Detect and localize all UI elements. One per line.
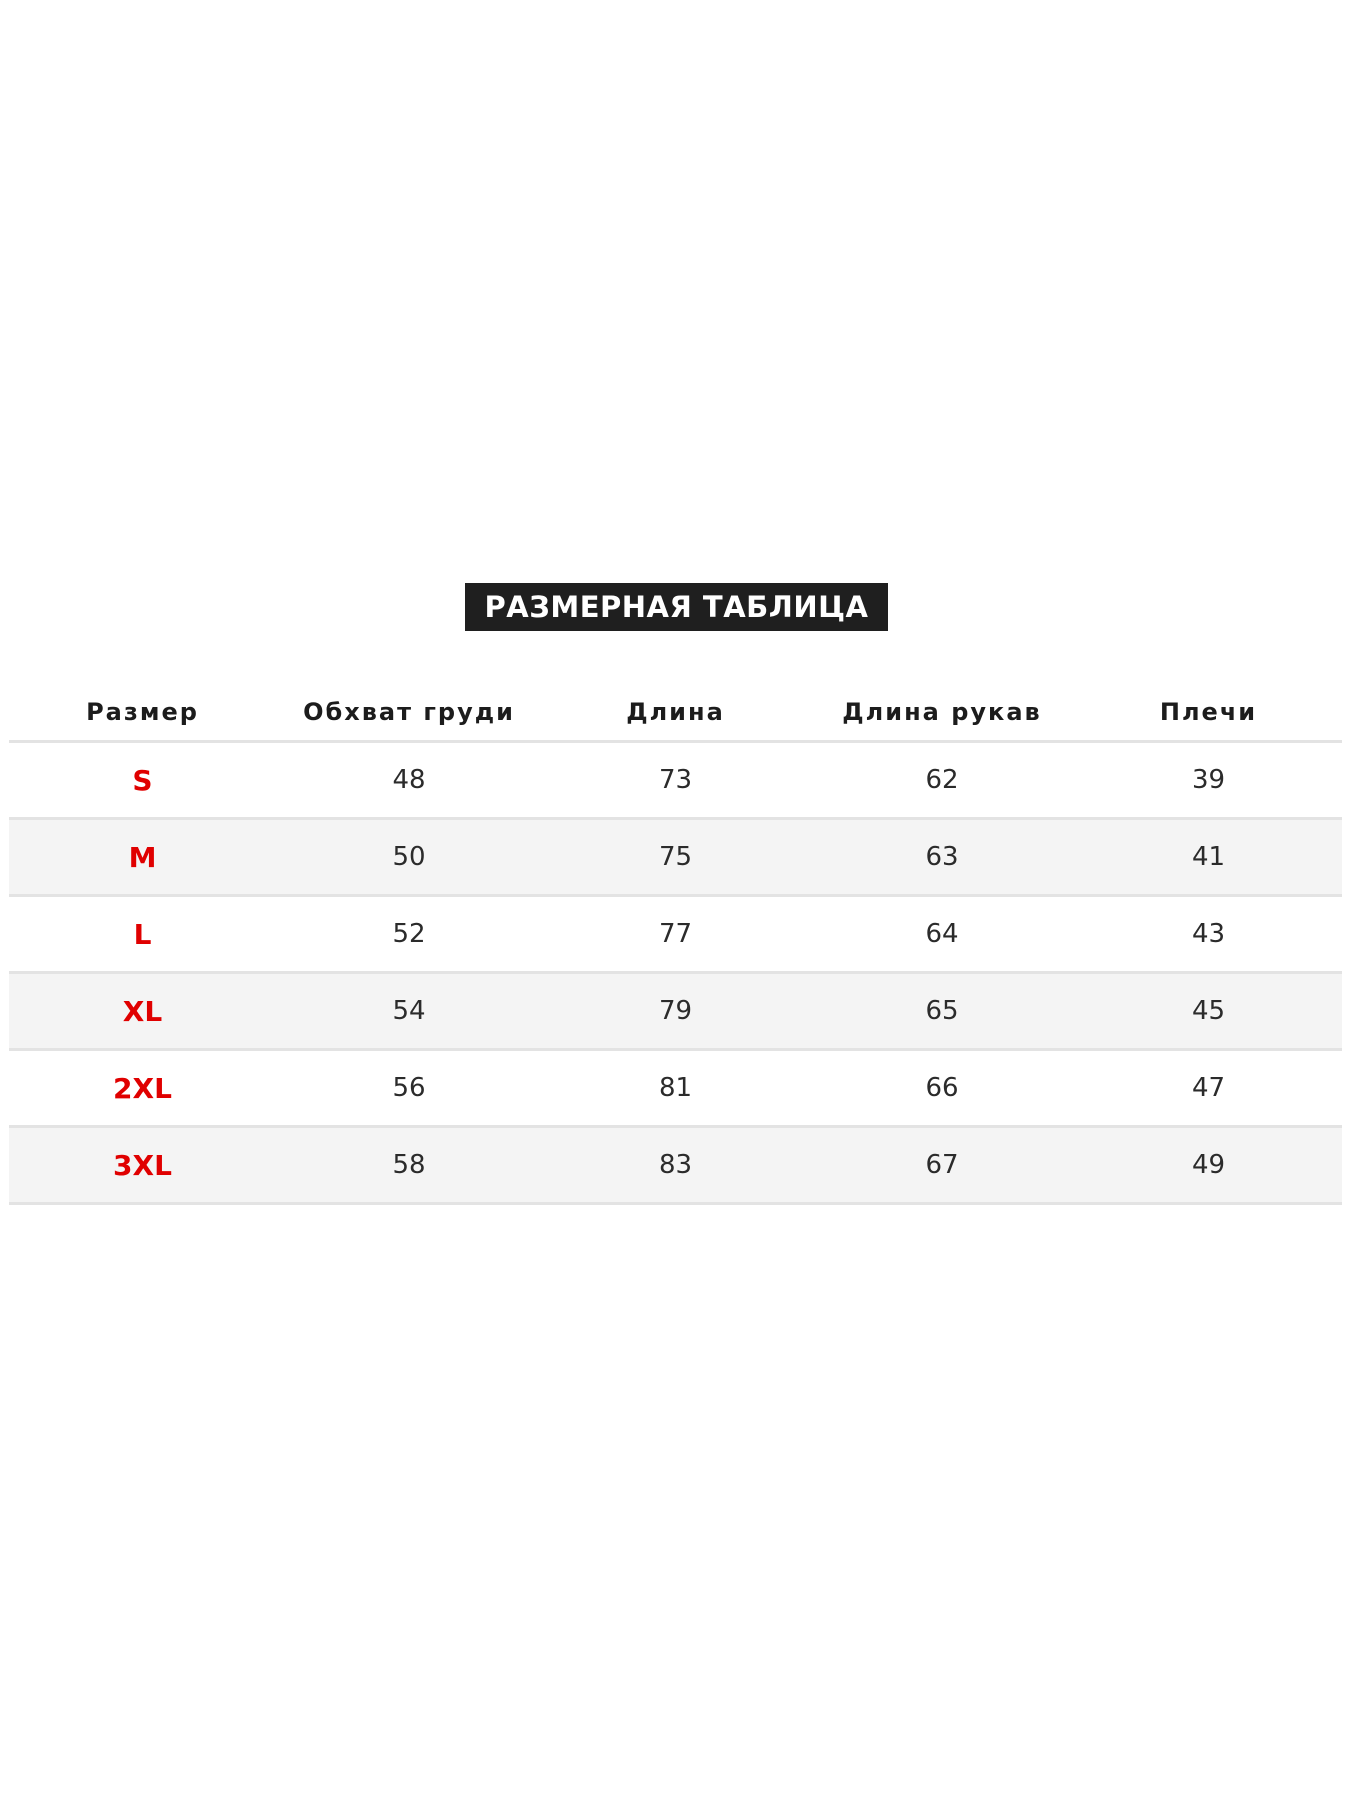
sleeve-length-value: 66 bbox=[809, 1050, 1075, 1127]
chest-value: 52 bbox=[276, 896, 542, 973]
table-row bbox=[9, 1050, 1342, 1127]
header-shoulders: Плечи bbox=[1075, 683, 1342, 742]
chest-value: 56 bbox=[276, 1050, 542, 1127]
length-value: 77 bbox=[542, 896, 809, 973]
chest-value: 58 bbox=[276, 1127, 542, 1204]
chest-value: 48 bbox=[276, 742, 542, 819]
sleeve-length-value: 65 bbox=[809, 973, 1075, 1050]
size-label: S bbox=[9, 742, 276, 819]
table-header-row bbox=[9, 683, 1342, 742]
size-label: L bbox=[9, 896, 276, 973]
length-value: 83 bbox=[542, 1127, 809, 1204]
table-row bbox=[9, 896, 1342, 973]
title-container bbox=[0, 583, 1350, 631]
table-row bbox=[9, 1127, 1342, 1204]
table-row bbox=[9, 973, 1342, 1050]
length-value: 73 bbox=[542, 742, 809, 819]
header-length: Длина bbox=[542, 683, 809, 742]
shoulders-value: 41 bbox=[1075, 819, 1342, 896]
sleeve-length-value: 64 bbox=[809, 896, 1075, 973]
shoulders-value: 49 bbox=[1075, 1127, 1342, 1204]
header-sleeve-length: Длина рукав bbox=[809, 683, 1075, 742]
sleeve-length-value: 67 bbox=[809, 1127, 1075, 1204]
table-row bbox=[9, 819, 1342, 896]
size-table bbox=[9, 683, 1342, 1205]
table-row bbox=[9, 742, 1342, 819]
shoulders-value: 47 bbox=[1075, 1050, 1342, 1127]
length-value: 79 bbox=[542, 973, 809, 1050]
size-label: XL bbox=[9, 973, 276, 1050]
size-label: 3XL bbox=[9, 1127, 276, 1204]
shoulders-value: 45 bbox=[1075, 973, 1342, 1050]
header-size: Размер bbox=[9, 683, 276, 742]
shoulders-value: 39 bbox=[1075, 742, 1342, 819]
chest-value: 50 bbox=[276, 819, 542, 896]
length-value: 81 bbox=[542, 1050, 809, 1127]
size-label: 2XL bbox=[9, 1050, 276, 1127]
size-label: M bbox=[9, 819, 276, 896]
sleeve-length-value: 62 bbox=[809, 742, 1075, 819]
page-title: РАЗМЕРНАЯ ТАБЛИЦА bbox=[465, 583, 889, 631]
header-chest: Обхват груди bbox=[276, 683, 542, 742]
length-value: 75 bbox=[542, 819, 809, 896]
sleeve-length-value: 63 bbox=[809, 819, 1075, 896]
shoulders-value: 43 bbox=[1075, 896, 1342, 973]
chest-value: 54 bbox=[276, 973, 542, 1050]
